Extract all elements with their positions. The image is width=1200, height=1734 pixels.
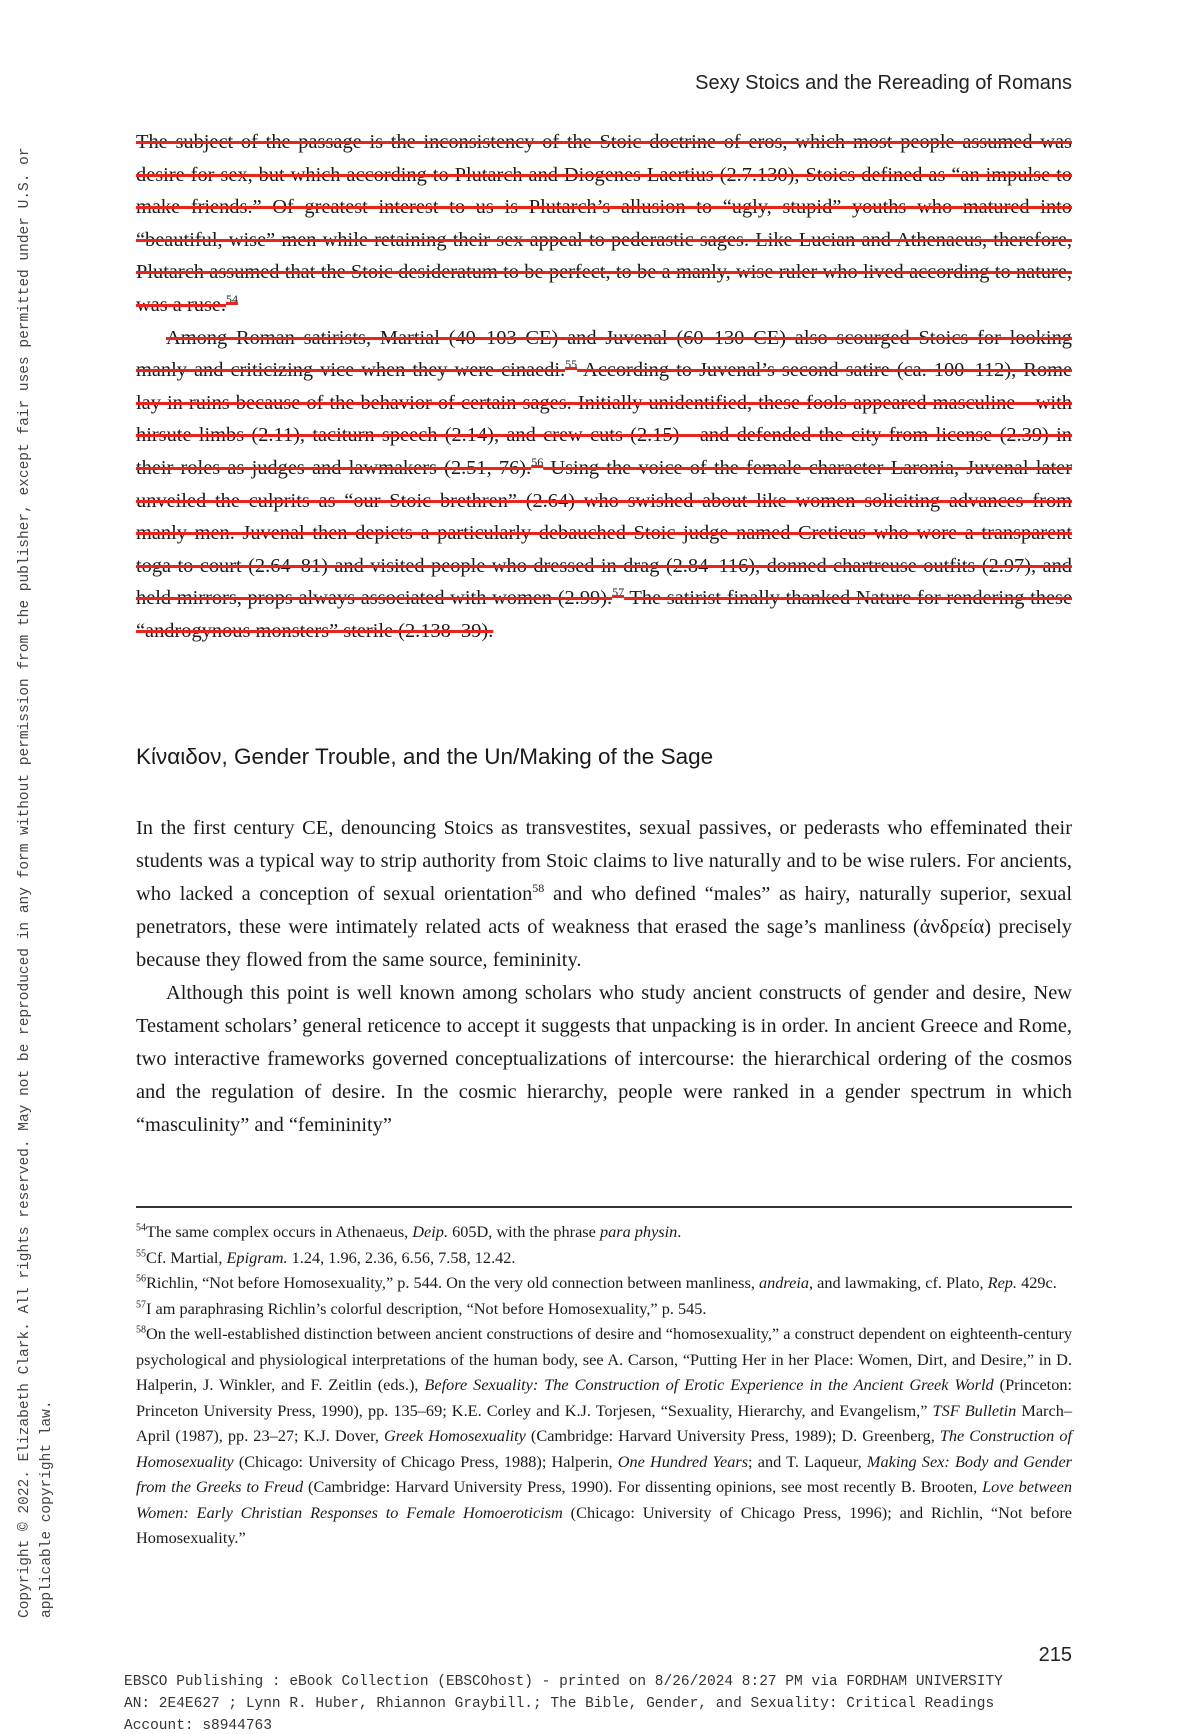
footnote-text: ; and T. Laqueur, (748, 1451, 867, 1471)
footnote-text: March–April (1987), pp. 23–27; K.J. Dover, (136, 1400, 1072, 1445)
footnotes (136, 1219, 1072, 1551)
footnote-text: I am paraphrasing Richlin’s colorful description, “Not before Homosexuality,” p. 545. (146, 1298, 707, 1318)
footnote-italic-title: Deip. (412, 1222, 449, 1241)
footnote-text: 1.24, 1.96, 2.36, 6.56, 7.58, 12.42. (287, 1247, 516, 1267)
running-head: Sexy Stoics and the Rereading of Romans (695, 72, 1072, 94)
footnote-italic-title: Greek Homosexuality (384, 1426, 526, 1445)
footnote-ref-57[interactable]: 57 (612, 585, 625, 600)
footnote-number: 55 (136, 1248, 146, 1260)
footnote-text: 429c. (1017, 1273, 1057, 1292)
footnote-text: Cf. Martial, (146, 1247, 227, 1267)
footnote-ref-58[interactable]: 58 (532, 881, 545, 896)
section-heading: Κίναιδον, Gender Trouble, and the Un/Making of the Sage (136, 744, 714, 769)
body-paragraph-2: Although this point is well known among scholars who study ancient constructs of gender and desire, New Testament scholars’ general reticence to accept it suggests that unpacking is in order. In ancient Greece and Rome, two interactive frameworks governed conceptualizations of intercourse: the hierarchical ordering of the cosmos and the regulation of desire. In the cosmic hierarchy, people were ranked in a gender spectrum in which “masculinity” and “femininity” (136, 982, 1072, 1136)
footnote-text: , and lawmaking, cf. Plato, (809, 1273, 988, 1292)
footnote-italic-title: Making Sex: Body and Gender from the Greeks to Freud (136, 1451, 1073, 1496)
footnote-italic-title: Before Sexuality: The Construction of Erotic Experience in the Ancient Greek World (424, 1375, 994, 1394)
ebsco-footer-line: Account: s8944763 (124, 1718, 272, 1734)
footnote-58 (136, 1321, 1072, 1551)
footnote-ref-56[interactable]: 56 (531, 455, 544, 470)
page-number: 215 (1038, 1644, 1072, 1666)
footnote-number: 58 (136, 1324, 146, 1336)
footnote-text: Richlin, “Not before Homosexuality,” p. 544. On the very old connection between manliness, (146, 1273, 759, 1292)
body-paragraph-1: In the first century CE, denouncing Stoics as transvestites, sexual passives, or pederasts who effeminated their students was a typical way to strip authority from Stoic claims to live naturally and to be wise rulers. For ancients, who lacked a conception of sexual orientation$^{58}$ and who defined “males” as hairy, naturally superior, sexual penetrators, these were intimately related acts of weakness that erased the sage’s manliness (ἀνδρεία) precisely because they flowed from the same source, femininity. (136, 817, 1073, 971)
footnote-italic-title: One Hundred Years (617, 1451, 749, 1471)
footnote-ref-55[interactable]: 55 (565, 357, 578, 372)
footnote-ref-54[interactable]: 54 (226, 292, 239, 307)
footnote-italic-title: The Construction of Homosexuality (136, 1426, 1073, 1471)
footnote-divider (136, 1206, 1072, 1208)
copyright-line: Copyright © 2022. Elizabeth Clark. All rights reserved. May not be reproduced in any form without permission from the publisher, except fair uses permitted under U.S. or (17, 147, 33, 1618)
footnote-text: 605D, with the phrase (448, 1222, 600, 1241)
ebsco-footer (124, 1671, 1003, 1734)
struck-paragraph-1: The subject of the passage is the inconsistency of the Stoic doctrine of eros, which most people assumed was desire for sex, but which according to Plutarch and Diogenes Laertius (2.7.130), Stoics defined as “an impulse to make friends.” Of greatest interest to us is Plutarch’s allusion to “ugly, stupid” youths who matured into “beautiful, wise” men while retaining their sex appeal to pederastic sages. Like Lucian and Athenaeus, therefore, Plutarch assumed that the Stoic desideratum to be perfect, to be a manly, wise ruler who lived according to nature, was a ruse.$^{54}$ (136, 131, 1072, 316)
footnote-56 (136, 1270, 1072, 1296)
footnote-italic-title: Epigram. (226, 1247, 288, 1267)
footnote-text: (Cambridge: Harvard University Press, 1989); D. Greenberg, (525, 1426, 940, 1445)
footnote-54 (136, 1219, 1072, 1245)
ebsco-footer-line: AN: 2E4E627 ; Lynn R. Huber, Rhiannon Graybill.; The Bible, Gender, and Sexuality: Critical Readings (124, 1696, 995, 1712)
footnote-italic-title: para physin (599, 1222, 678, 1241)
footnote-text: (Chicago: University of Chicago Press, 1988); Halperin, (233, 1451, 618, 1471)
footnote-italic-title: TSF Bulletin (932, 1400, 1017, 1420)
footnote-text: . (677, 1222, 682, 1241)
struck-through-passage (136, 126, 1072, 648)
footnote-text: (Chicago: University of Chicago Press, 1996); and Richlin, “Not before Homosexuality.” (136, 1502, 1072, 1547)
footnote-text: On the well-established distinction between ancient constructions of desire and “homosexuality,” a construct dependent on eighteenth-century psychological and physiological interpretations of the human body, see A. Carson, “Putting Her in her Place: Women, Dirt, and Desire,” in D. Halperin, J. Winkler, and F. Zeitlin (eds.), (136, 1324, 1072, 1394)
footnote-italic-title: andreia (758, 1273, 810, 1292)
copyright-line: applicable copyright law. (39, 1400, 55, 1618)
footnote-57 (136, 1296, 1072, 1322)
footnote-number: 54 (136, 1222, 146, 1234)
struck-paragraph-2: Among Roman satirists, Martial (40–103 CE) and Juvenal (60–130 CE) also scourged Stoics for looking manly and criticizing vice when they were cinaedi.$^{55}$ According to Juvenal’s second satire (ca. 100–112), Rome lay in ruins because of the behavior of certain sages. Initially unidentified, these fools appeared masculine—with hirsute limbs (2.11), taciturn speech (2.14), and crew cuts (2.15)—and defended the city from license (2.39) in their roles as judges and lawmakers (2.51, 76).$^{56}$ Using the voice of the female character Laronia, Juvenal later unveiled the culprits as “our Stoic brethren” (2.64) who swished about like women soliciting advances from manly men. Juvenal then depicts a particularly debauched Stoic judge named Creticus who wore a transparent toga to court (2.64–81) and visited people who dressed in drag (2.84–116), donned chartreuse outfits (2.97), and held mirrors, props always associated with women (2.99).$^{57}$ The satirist finally thanked Nature for rendering these “androgynous monsters” sterile (2.138–39). (136, 326, 1073, 642)
footnote-number: 56 (136, 1273, 146, 1285)
footnote-italic-title: Love between Women: Early Christian Responses to Female Homoeroticism (136, 1477, 1072, 1522)
body-text (136, 812, 1072, 1142)
footnote-number: 57 (136, 1299, 146, 1311)
ebsco-footer-line: EBSCO Publishing : eBook Collection (EBSCOhost) - printed on 8/26/2024 8:27 PM via FORDHAM UNIVERSITY (124, 1674, 1003, 1690)
footnote-text: (Princeton: Princeton University Press, 1990), pp. 135–69; K.E. Corley and K.J. Torjesen, “Sexuality, Hierarchy, and Evangelism,” (136, 1375, 1072, 1420)
side-copyright-notice (14, 147, 58, 1618)
footnote-italic-title: Rep. (987, 1273, 1018, 1292)
footnote-text: The same complex occurs in Athenaeus, (146, 1222, 413, 1241)
footnote-55 (136, 1245, 1072, 1271)
footnote-text: (Cambridge: Harvard University Press, 1990). For dissenting opinions, see most recently B. Brooten, (303, 1477, 983, 1496)
